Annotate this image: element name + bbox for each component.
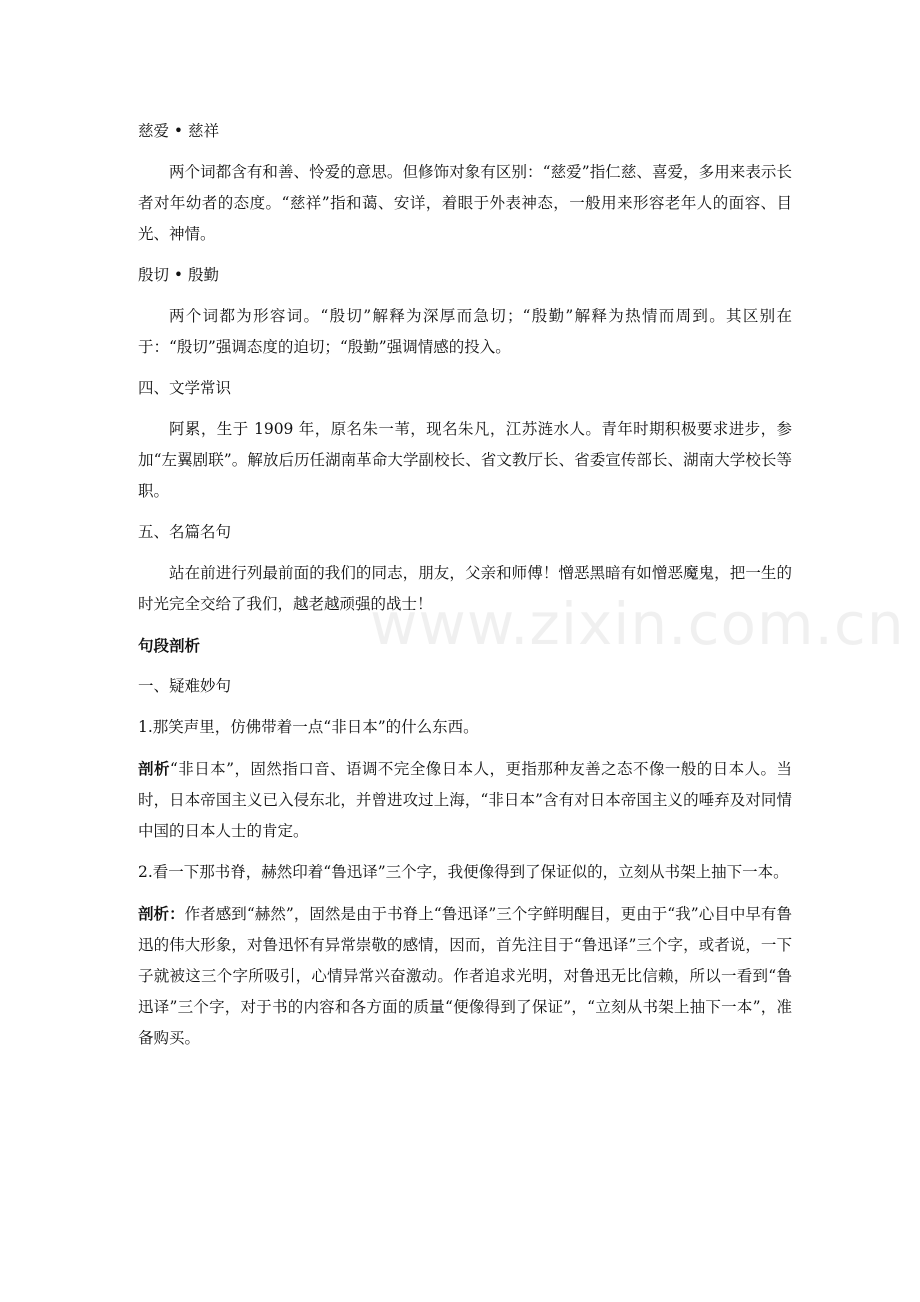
analysis-label: 剖析： bbox=[138, 904, 185, 923]
analysis-text: “非日本”，固然指口音、语调不完全像日本人，更指那种友善之态不像一般的日本人。当时，日本帝国主义已入侵东北，并曾进攻过上海，“非日本”含有对日本帝国主义的唾弃及对同情中国的日本人士的肯定。 bbox=[138, 760, 792, 840]
heading-famous-quotes: 五、名篇名句 bbox=[138, 523, 232, 541]
analysis-text: 作者感到“赫然”，固然是由于书脊上“鲁迅译”三个字鲜明醒目，更由于“我”心目中早有鲁迅的伟大形象，对鲁迅怀有异常崇敬的感情，因而，首先注目于“鲁迅译”三个字，或者说，一下子就被这三个字所吸引，心情异常兴奋激动。作者追求光明，对鲁迅无比信赖，所以一看到“鲁迅译”三个字，对于书的内容和各方面的质量“便像得到了保证”，“立刻从书架上抽下一本”，准备购买。 bbox=[138, 905, 792, 1047]
document-body bbox=[138, 116, 792, 1064]
question-2: 2.看一下那书脊，赫然印着“鲁迅译”三个字，我便像得到了保证似的，立刻从书架上抽下一本。 bbox=[138, 863, 789, 881]
heading-sentence-analysis: 句段剖析 bbox=[138, 636, 201, 655]
paragraph-literary-knowledge: 阿累，生于 1909 年，原名朱一苇，现名朱凡，江苏涟水人。青年时期积极要求进步，参加“左翼剧联”。解放后历任湖南革命大学副校长、省文教厅长、省委宣传部长、湖南大学校长等职。 bbox=[138, 420, 792, 500]
analysis-2 bbox=[138, 898, 792, 1054]
heading-yinqie-yinqin: 殷切 • 殷勤 bbox=[138, 266, 219, 284]
watermark: www.zixin.com.cn bbox=[370, 590, 905, 658]
analysis-label: 剖析 bbox=[138, 759, 170, 778]
paragraph-ciai-cixiang: 两个词都含有和善、怜爱的意思。但修饰对象有区别：“慈爱”指仁慈、喜爱，多用来表示长者对年幼者的态度。“慈祥”指和蔼、安详，着眼于外表神态，一般用来形容老年人的面容、目光、神情。 bbox=[138, 163, 792, 243]
analysis-1 bbox=[138, 753, 792, 847]
heading-difficult-sentences: 一、疑难妙句 bbox=[138, 677, 232, 695]
heading-literary-knowledge: 四、文学常识 bbox=[138, 379, 232, 397]
paragraph-famous-quotes: 站在前进行列最前面的我们的同志，朋友，父亲和师傅！憎恶黑暗有如憎恶魔鬼，把一生的时光完全交给了我们，越老越顽强的战士！ bbox=[138, 564, 792, 613]
paragraph-yinqie-yinqin: 两个词都为形容词。“殷切”解释为深厚而急切；“殷勤”解释为热情而周到。其区别在于：“殷切”强调态度的迫切；“殷勤”强调情感的投入。 bbox=[138, 307, 792, 356]
question-1: 1.那笑声里，仿佛带着一点“非日本”的什么东西。 bbox=[138, 718, 479, 736]
heading-ciai-cixiang: 慈爱 • 慈祥 bbox=[138, 122, 219, 140]
